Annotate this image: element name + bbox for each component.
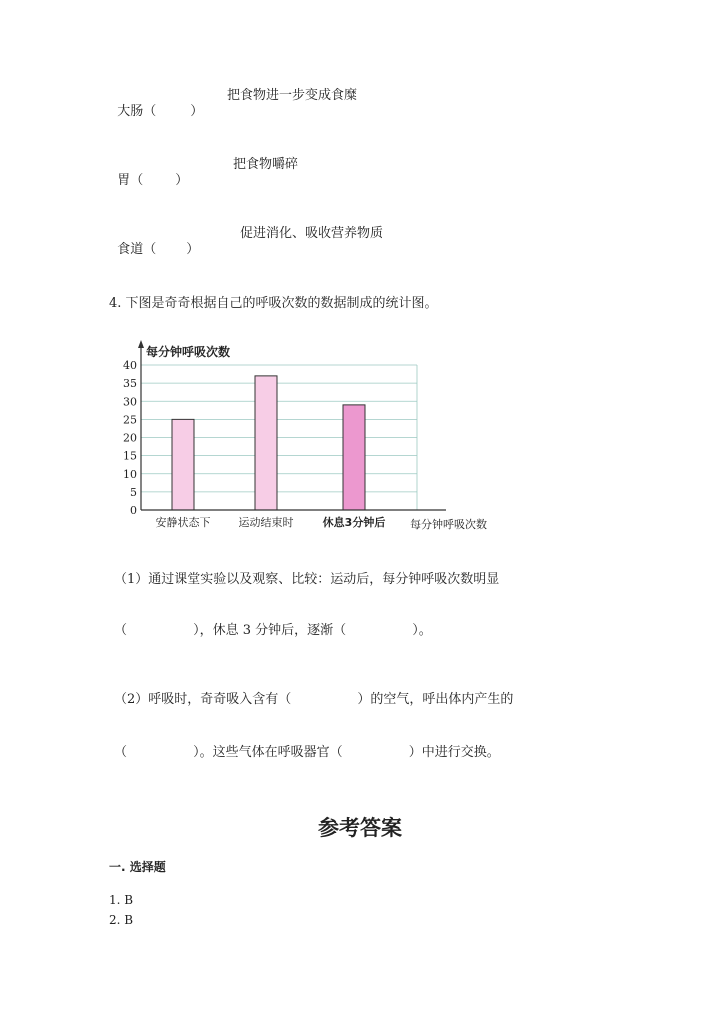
- q1-line-1: （1）通过课堂实验以及观察、比较：运动后，每分钟呼吸次数明显: [114, 572, 500, 587]
- match-row-1: [109, 88, 203, 120]
- x-category-label: 安静状态下: [155, 516, 211, 529]
- answers-section-heading: 一. 选择题: [109, 860, 166, 874]
- breathing-rate-bar-chart: [120, 336, 520, 536]
- blank-close: ）: [190, 104, 204, 119]
- y-tick-label: 10: [123, 467, 137, 481]
- answer-item-2: 2. B: [109, 913, 134, 927]
- match-row-3: [109, 226, 199, 258]
- q2-line-1: （2）呼吸时，奇奇吸入含有（ ）的空气，呼出体内产生的: [114, 692, 514, 707]
- y-tick-label: 35: [123, 377, 137, 391]
- x-category-label: 运动结束时: [238, 516, 294, 529]
- blank-close: ）: [186, 242, 200, 257]
- organ-stomach: 胃（: [117, 173, 144, 188]
- blank-close: ）: [175, 173, 189, 188]
- match-row-2: [109, 157, 188, 189]
- x-axis-label: 每分钟呼吸次数: [410, 518, 487, 531]
- match-desc-3: 促进消化、吸收营养物质: [240, 226, 384, 241]
- organ-large-intestine: 大肠（: [117, 104, 157, 119]
- y-tick-label: 15: [123, 449, 137, 463]
- y-tick-label: 30: [123, 395, 137, 409]
- chart-bars: [172, 376, 365, 510]
- y-tick-label: 25: [123, 413, 137, 427]
- answer-item-1: 1. B: [109, 893, 134, 907]
- y-tick-labels: [123, 359, 137, 517]
- y-tick-label: 20: [123, 431, 137, 445]
- y-tick-label: 0: [130, 504, 137, 517]
- organ-esophagus: 食道（: [117, 242, 157, 257]
- question-4-prompt: 4. 下图是奇奇根据自己的呼吸次数的数据制成的统计图。: [109, 296, 438, 311]
- x-category-label: 休息3分钟后: [322, 516, 386, 529]
- bar-1: [172, 419, 194, 510]
- y-tick-label: 40: [123, 359, 137, 372]
- match-desc-1: 把食物进一步变成食糜: [227, 88, 358, 103]
- match-desc-2: 把食物嚼碎: [233, 157, 299, 172]
- x-category-labels: [156, 515, 386, 529]
- answers-title: 参考答案: [318, 816, 402, 840]
- y-axis-label: 每分钟呼吸次数: [146, 345, 231, 359]
- y-tick-label: 5: [130, 485, 137, 499]
- bar-3: [343, 405, 365, 510]
- q2-line-2: （ ）。这些气体在呼吸器官（ ）中进行交换。: [114, 745, 500, 760]
- y-axis-arrow: [138, 340, 144, 348]
- q1-line-2: （ ），休息 3 分钟后，逐渐（ ）。: [114, 623, 432, 638]
- bar-2: [255, 376, 277, 510]
